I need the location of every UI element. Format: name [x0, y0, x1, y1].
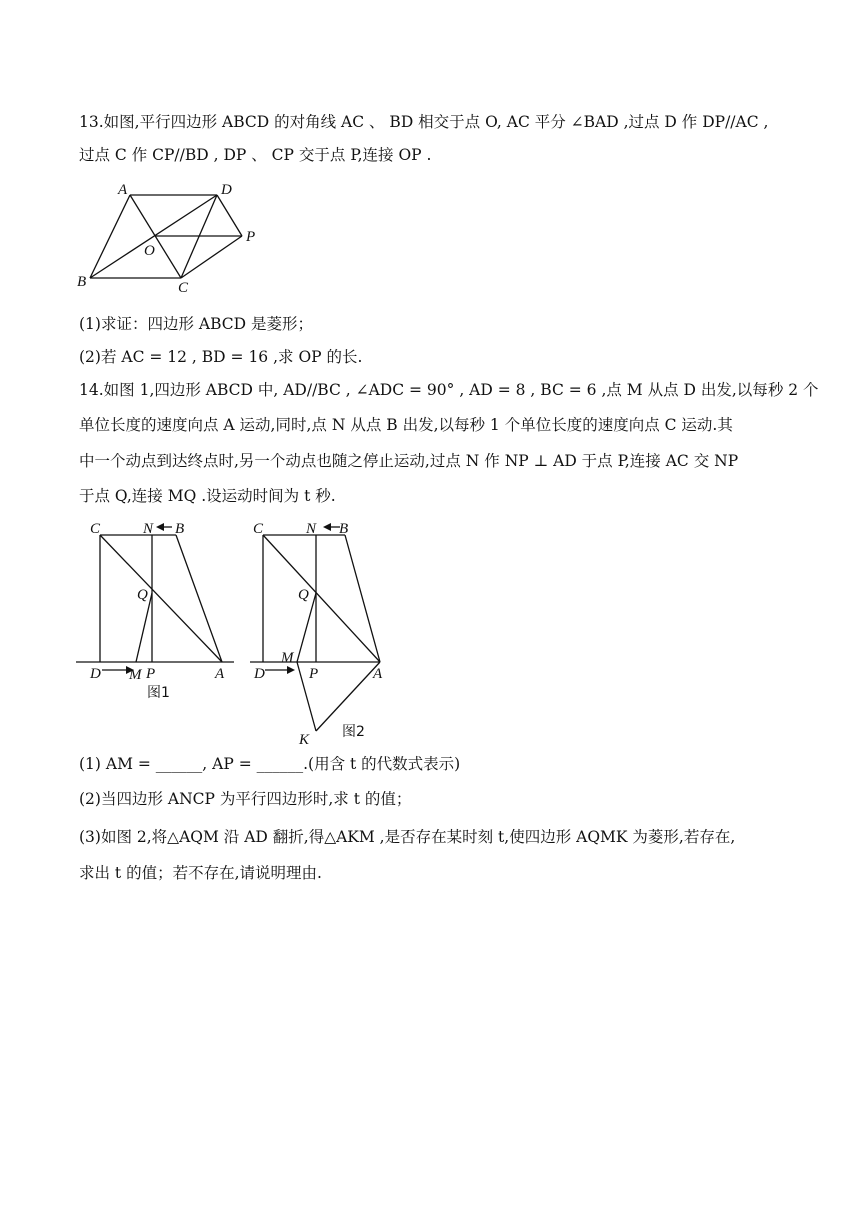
p14-question-2: (2)当四边形 ANCP 为平行四边形时,求 t 的值； [79, 790, 412, 808]
arrowhead-left [323, 523, 331, 531]
p13-parallelogram-diagram [76, 178, 276, 296]
fig2-label-N: N [306, 521, 317, 537]
p13-question-1: (1)求证：四边形 ABCD 是菱形； [79, 315, 313, 333]
arrowhead-left [156, 523, 164, 531]
fig2-label-M: M [281, 650, 294, 666]
p13-line-1: 13.如图,平行四边形 ABCD 的对角线 AC 、 BD 相交于点 O, AC 平分 ∠BAD ,过点 D 作 DP//AC , [79, 113, 769, 131]
segment-BA [176, 535, 222, 662]
fig2-label-Q: Q [298, 587, 309, 603]
fig2-label-B: B [339, 521, 349, 537]
segment-MQ [297, 593, 316, 662]
label-B: B [77, 274, 87, 290]
p13-line-2: 过点 C 作 CP//BD , DP 、 CP 交于点 P,连接 OP . [79, 146, 432, 164]
fig2-caption: 图2 [342, 724, 365, 740]
label-C: C [178, 280, 189, 296]
label-O: O [144, 243, 155, 259]
p14-line-3: 中一个动点到达终点时,另一个动点也随之停止运动,过点 N 作 NP ⊥ AD 于点 P,连接 AC 交 NP [79, 452, 739, 470]
fig1-label-B: B [175, 521, 185, 537]
p13-figure [76, 178, 276, 296]
fig1-label-Q: Q [137, 587, 148, 603]
p14-line-4: 于点 Q,连接 MQ .设运动时间为 t 秒. [79, 487, 336, 505]
label-A: A [118, 182, 128, 198]
p14-line-2: 单位长度的速度向点 A 运动,同时,点 N 从点 B 出发,以每秒 1 个单位长度的速度向点 C 运动.其 [79, 416, 733, 434]
fig2-label-D: D [254, 666, 265, 682]
p14-figure-1 [76, 516, 236, 706]
label-D: D [221, 182, 232, 198]
segment-DP [217, 195, 242, 236]
fig2-label-C: C [253, 521, 264, 537]
p14-question-3-line-1: (3)如图 2,将△AQM 沿 AD 翻折,得△AKM ,是否存在某时刻 t,使四边形 AQMK 为菱形,若存在, [79, 828, 736, 846]
arrowhead-right [287, 666, 295, 674]
segment-KA [316, 662, 380, 731]
fig1-caption: 图1 [147, 685, 170, 701]
fig1-label-D: D [90, 666, 101, 682]
p14-fig2-diagram [245, 516, 405, 748]
fig1-label-M: M [129, 667, 142, 683]
segment-MQ [136, 593, 152, 662]
p13-question-2: (2)若 AC = 12 , BD = 16 ,求 OP 的长. [79, 348, 363, 366]
label-P: P [246, 229, 256, 245]
segment-CA [100, 535, 222, 662]
p14-question-1: (1) AM = ______, AP = ______.(用含 t 的代数式表示) [79, 755, 461, 773]
p14-line-1: 14.如图 1,四边形 ABCD 中, AD//BC , ∠ADC = 90° , AD = 8 , BC = 6 ,点 M 从点 D 出发,以每秒 2 个 [79, 381, 819, 399]
p14-question-3-line-2: 求出 t 的值；若不存在,请说明理由. [79, 864, 322, 882]
fig2-label-K: K [299, 732, 310, 748]
fig1-label-A: A [215, 666, 225, 682]
fig2-label-P: P [309, 666, 319, 682]
fig2-label-A: A [373, 666, 383, 682]
p14-figure-2 [245, 516, 405, 748]
p14-fig1-diagram [76, 516, 236, 706]
fig1-label-C: C [90, 521, 101, 537]
fig1-label-P: P [146, 666, 156, 682]
fig1-label-N: N [143, 521, 154, 537]
